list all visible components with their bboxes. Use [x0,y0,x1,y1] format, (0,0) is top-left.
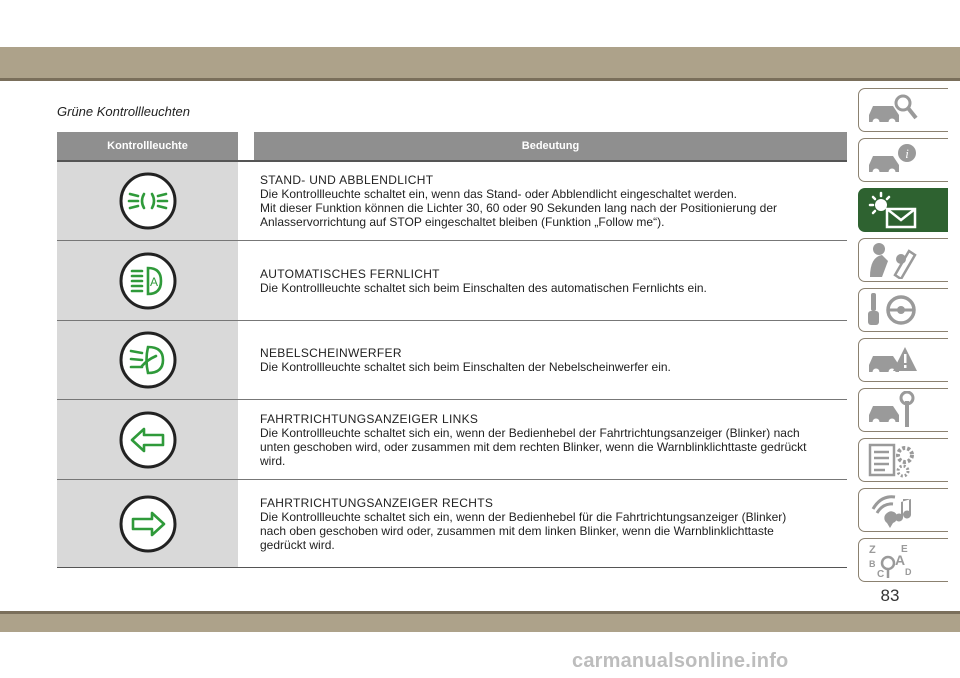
alphabetical-index-icon [865,541,919,579]
header-indicator: Kontrollleuchte [57,132,238,160]
indicator-table [57,132,847,568]
row-text: Die Kontrollleuchte schaltet sich beim Einschalten der Nebelscheinwerfer ein. [260,360,671,374]
header-meaning: Bedeutung [254,132,847,160]
top-divider [0,78,960,81]
tab-technical-data[interactable] [858,438,948,482]
person-airbag-icon [865,241,919,279]
svg-text:i: i [905,146,909,161]
tab-warning-lights[interactable] [858,188,948,232]
tab-starting-driving[interactable] [858,288,948,332]
tab-car-search[interactable] [858,88,948,132]
car-wrench-icon [865,391,919,429]
fog-light-icon [118,330,178,390]
tab-index[interactable] [858,538,948,582]
svg-text:B: B [869,559,876,569]
multimedia-music-icon [865,491,919,529]
table-row [57,480,847,568]
svg-text:A: A [149,274,158,289]
svg-text:D: D [905,567,912,577]
section-title: Grüne Kontrollleuchten [57,104,190,119]
key-steering-wheel-icon [865,291,919,329]
automatic-high-beam-icon [118,251,178,311]
car-info-icon [865,141,919,179]
row-title: AUTOMATISCHES FERNLICHT [260,266,440,281]
svg-text:C: C [877,569,885,579]
watermark: carmanualsonline.info [572,650,789,672]
table-row [57,241,847,321]
row-title: NEBELSCHEINWERFER [260,346,402,360]
svg-text:Z: Z [869,544,876,556]
table-header [57,132,847,162]
svg-text:E: E [901,544,908,555]
top-band [0,47,960,78]
low-beam-parking-light-icon [118,171,178,231]
warning-light-message-icon [865,191,919,229]
row-title: STAND- UND ABBLENDLICHT [260,173,434,187]
svg-text:A: A [895,552,906,568]
row-text: Die Kontrollleuchte schaltet ein, wenn das Stand- oder Abblendlicht eingeschaltet werden. Mit dieser Funktion können die Lichter 30, 60 oder 90 Sekunden lang nach der Positionierung der Anlasservorrichtung auf STOP eingeschaltet bleiben (Funktion „Follow me“). [260,187,778,229]
table-row [57,400,847,480]
turn-signal-right-icon [118,494,178,554]
tab-car-info[interactable] [858,138,948,182]
row-text: Die Kontrollleuchte schaltet sich ein, wenn der Bedienhebel für die Fahrtrichtungsanzeiger (Blinker) nach oben geschoben wird oder, zusammen mit dem linken Blinker, wenn die Warnblinklichttaste gedrückt wird. [260,509,787,552]
tab-safety[interactable] [858,238,948,282]
table-row [57,321,847,400]
page-number: 83 [880,586,900,605]
car-warning-icon [865,341,919,379]
car-search-icon [865,91,919,129]
tab-multimedia[interactable] [858,488,948,532]
turn-signal-left-icon [118,410,178,470]
specs-gear-icon [865,441,919,479]
row-title: FAHRTRICHTUNGSANZEIGER RECHTS [260,495,494,510]
tab-maintenance[interactable] [858,388,948,432]
row-text: Die Kontrollleuchte schaltet sich beim Einschalten des automatischen Fernlichts ein. [260,280,707,295]
table-row [57,162,847,241]
row-text: Die Kontrollleuchte schaltet sich ein, wenn der Bedienhebel der Fahrtrichtungsanzeiger (Blinker) nach unten geschoben wird, oder zusammen mit dem rechten Blinker, wenn die Warnblinklichttaste gedrückt wird. [260,425,807,468]
row-title: FAHRTRICHTUNGSANZEIGER LINKS [260,411,479,426]
tab-emergency[interactable] [858,338,948,382]
bottom-band [0,614,960,632]
